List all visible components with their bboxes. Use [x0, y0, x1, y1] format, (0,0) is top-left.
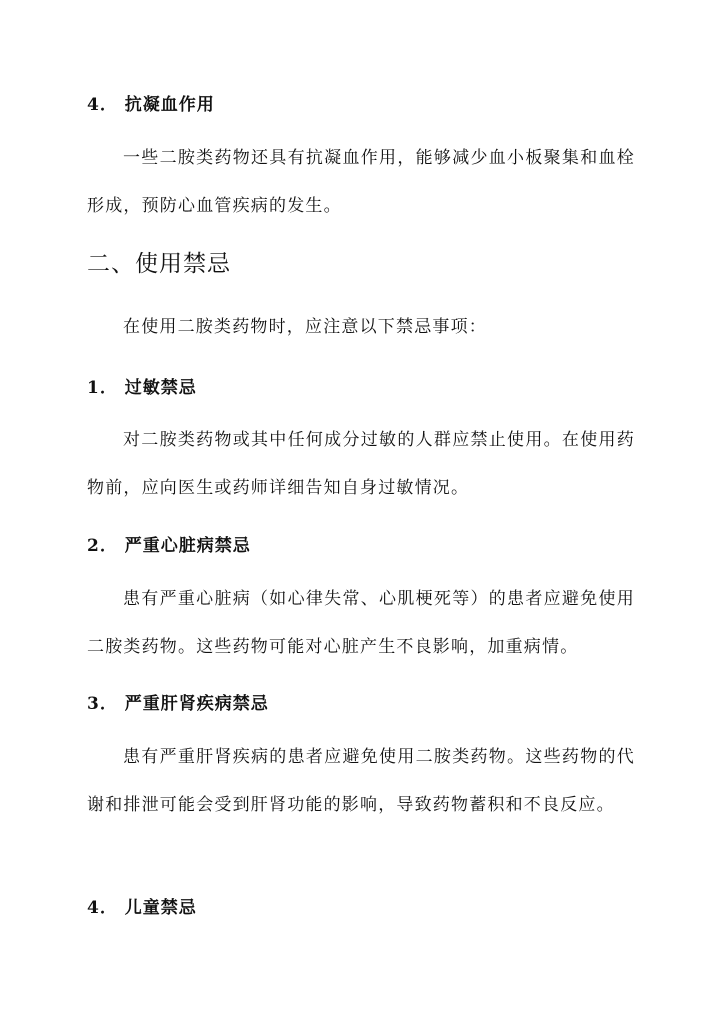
section-title-contraindications: 二、使用禁忌: [87, 251, 231, 277]
subheading-children: 4． 儿童禁忌: [87, 898, 197, 918]
paragraph-liver-kidney: 患有严重肝肾疾病的患者应避免使用二胺类药物。这些药物的代谢和排泄可能会受到肝肾功能的影响，导致药物蓄积和不良反应。: [87, 747, 635, 815]
paragraph-intro: 在使用二胺类药物时，应注意以下禁忌事项：: [123, 317, 487, 337]
paragraph-allergy: 对二胺类药物或其中任何成分过敏的人群应禁止使用。在使用药物前，应向医生或药师详细告知自身过敏情况。: [87, 430, 635, 498]
paragraph-anticoagulant: 一些二胺类药物还具有抗凝血作用，能够减少血小板聚集和血栓形成，预防心血管疾病的发生。: [87, 148, 635, 216]
paragraph-heart-disease: 患有严重心脏病（如心律失常、心肌梗死等）的患者应避免使用二胺类药物。这些药物可能对心脏产生不良影响，加重病情。: [87, 589, 635, 657]
subheading-allergy: 1． 过敏禁忌: [87, 378, 197, 398]
subheading-liver-kidney: 3． 严重肝肾疾病禁忌: [87, 694, 269, 714]
subheading-anticoagulant: 4． 抗凝血作用: [87, 95, 215, 115]
subheading-heart-disease: 2． 严重心脏病禁忌: [87, 536, 251, 556]
